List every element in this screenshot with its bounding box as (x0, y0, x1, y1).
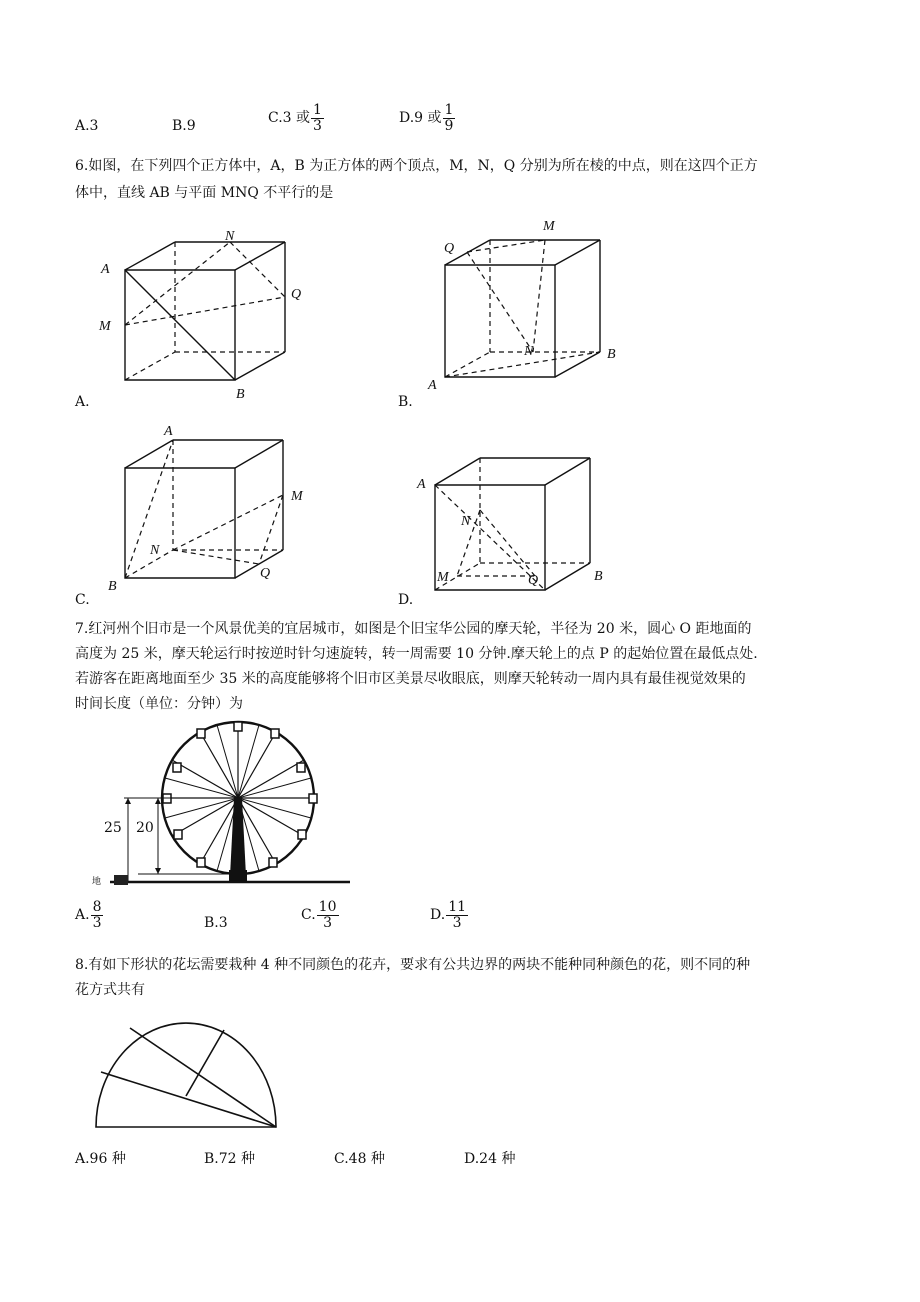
fig-b-point-n: N (524, 344, 534, 359)
q8-text-line2: 花方式共有 (75, 982, 145, 998)
fig-d-point-a: A (417, 477, 426, 492)
q7-text-line2: 高度为 25 米，摩天轮运行时按逆时针匀速旋转，转一周需要 10 分钟.摩天轮上的点 P 的起始位置在最低点处. (75, 646, 758, 662)
q6-text-line1: 6.如图，在下列四个正方体中，A，B 为正方体的两个顶点，M，N，Q 分别为所在棱的中点，则在这四个正方 (75, 158, 758, 174)
fig-d-point-q: Q (528, 573, 539, 588)
q6-choice-d: D. (398, 592, 414, 608)
q7-option-d: D. $\frac{11}{3}$ (430, 899, 467, 931)
fig-b-point-a: A (428, 378, 437, 393)
fig-b-point-m: M (543, 219, 555, 234)
q8-option-b: B.72 种 (204, 1151, 256, 1167)
q5-option-c: C.3 或 $\frac{1}{3}$ (268, 102, 322, 134)
q6-choice-b: B. (398, 394, 413, 410)
fig-c-point-n: N (150, 543, 160, 558)
fig-d-point-m: M (437, 570, 449, 585)
q7-option-c: C. $\frac{10}{3}$ (301, 899, 337, 931)
fig-d-point-b: B (594, 569, 603, 584)
label-25: 25 (104, 820, 122, 836)
q8-text-line1: 8.有如下形状的花坛需要栽种 4 种不同颜色的花卉，要求有公共边界的两块不能种同种颜色的花，则不同的种 (75, 957, 751, 973)
ferris-wheel-figure (90, 720, 350, 892)
q7-text-line4: 时间长度（单位：分钟）为 (75, 696, 243, 712)
q6-choice-c: C. (75, 592, 90, 608)
q6-choice-a: A. (75, 394, 90, 410)
fig-a-point-b: B (236, 387, 245, 402)
q8-option-d: D.24 种 (464, 1151, 516, 1167)
q7-option-a: A. $\frac{8}{3}$ (75, 899, 102, 931)
fig-d-point-n: N (461, 514, 471, 529)
label-20: 20 (136, 820, 154, 836)
q5-option-a: A.3 (75, 118, 99, 134)
fig-a-point-q: Q (291, 287, 302, 302)
fig-b-point-b: B (607, 347, 616, 362)
fig-a-point-a: A (101, 262, 110, 277)
cube-figure-a (90, 220, 320, 410)
ground-label: 地 (92, 877, 102, 887)
q5-option-d: D.9 或 $\frac{1}{9}$ (399, 102, 454, 134)
q8-option-c: C.48 种 (334, 1151, 385, 1167)
q6-text-line2: 体中，直线 AB 与平面 MNQ 不平行的是 (75, 185, 334, 201)
cube-figure-b (430, 220, 660, 400)
q7-text-line3: 若游客在距离地面至少 35 米的高度能够将个旧市区美景尽收眼底，则摩天轮转动一周内具有最佳视觉效果的 (75, 671, 746, 687)
fig-c-point-a: A (164, 424, 173, 439)
fig-a-point-n: N (225, 229, 235, 244)
fig-c-point-b: B (108, 579, 117, 594)
fig-c-point-m: M (291, 489, 303, 504)
q7-text-line1: 7.红河州个旧市是一个风景优美的宜居城市，如图是个旧宝华公园的摩天轮，半径为 20 米，圆心 O 距地面的 (75, 621, 752, 637)
fig-a-point-m: M (99, 319, 111, 334)
q5-option-b: B.9 (172, 118, 196, 134)
fig-b-point-q: Q (444, 241, 455, 256)
flower-bed-figure (90, 1010, 290, 1130)
q7-option-b: B.3 (204, 915, 228, 931)
cube-figure-c (100, 428, 330, 598)
q8-option-a: A.96 种 (75, 1151, 126, 1167)
fig-c-point-q: Q (260, 566, 271, 581)
